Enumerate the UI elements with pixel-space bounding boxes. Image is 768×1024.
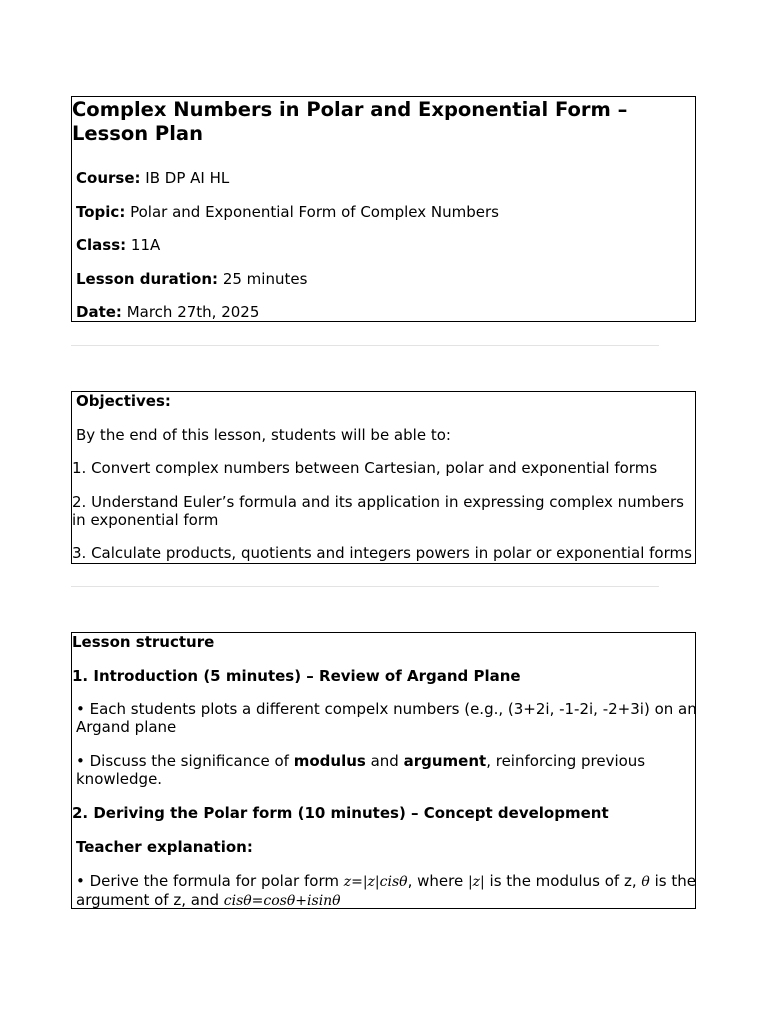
- bullet-item: • Each students plots a different compelx numbers (e.g., (3+2i, -1-2i, -2+3i) on an Argand plane: [76, 700, 697, 736]
- structure-heading: Lesson structure: [72, 633, 215, 651]
- section-divider: [71, 345, 659, 346]
- objectives-heading: Objectives:: [76, 392, 171, 410]
- duration-line: [76, 270, 307, 288]
- theta-symbol: θ: [641, 874, 650, 890]
- course-label: Course:: [76, 169, 141, 187]
- section-divider: [71, 586, 659, 587]
- section-heading: 1. Introduction (5 minutes) – Review of Argand Plane: [72, 667, 521, 685]
- polar-form-formula: z=|z|cisθ: [343, 874, 408, 890]
- teacher-explanation-heading: Teacher explanation:: [76, 838, 253, 856]
- objective-item: 2. Understand Euler’s formula and its application in expressing complex numbers in exponential form: [72, 493, 684, 529]
- class-line: [76, 236, 160, 254]
- bullet-item: • Discuss the significance of modulus and argument, reinforcing previous knowledge.: [76, 752, 646, 788]
- topic-value: Polar and Exponential Form of Complex Numbers: [130, 203, 499, 221]
- objectives-intro: By the end of this lesson, students will be able to:: [76, 426, 451, 444]
- topic-label: Topic:: [76, 203, 126, 221]
- date-label: Date:: [76, 303, 122, 321]
- date-value: March 27th, 2025: [126, 303, 260, 321]
- duration-label: Lesson duration:: [76, 270, 219, 288]
- bullet-item: • Derive the formula for polar form z=|z|cisθ, where |z| is the modulus of z, θ is the argument of z, and cisθ=cosθ+isinθ: [76, 872, 696, 909]
- class-label: Class:: [76, 236, 127, 254]
- class-value: 11A: [130, 236, 161, 254]
- modulus-term: modulus: [293, 752, 366, 770]
- lesson-header-box: [71, 96, 696, 322]
- page-title: Complex Numbers in Polar and Exponential Form – Lesson Plan: [72, 98, 628, 145]
- duration-value: 25 minutes: [222, 270, 308, 288]
- course-line: [76, 169, 229, 187]
- date-line: [76, 303, 259, 321]
- objective-item: 3. Calculate products, quotients and integers powers in polar or exponential forms: [72, 544, 692, 562]
- objective-item: 1. Convert complex numbers between Cartesian, polar and exponential forms: [72, 459, 658, 477]
- section-heading: 2. Deriving the Polar form (10 minutes) – Concept development: [72, 804, 609, 822]
- objectives-box: [71, 391, 696, 564]
- argument-term: argument: [403, 752, 487, 770]
- modulus-formula: |z|: [467, 874, 485, 890]
- topic-line: [76, 203, 499, 221]
- course-value: IB DP AI HL: [145, 169, 230, 187]
- cis-formula: cisθ=cosθ+isinθ: [223, 893, 341, 909]
- lesson-structure-box: [71, 632, 696, 909]
